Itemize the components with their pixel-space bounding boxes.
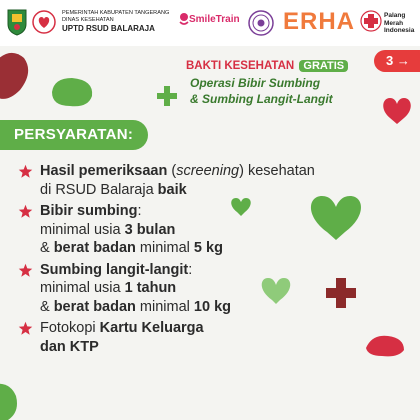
requirement-text: berat badan	[53, 240, 136, 256]
arrow-right-icon: →	[396, 53, 410, 68]
requirement-text: Fotokopi	[40, 320, 100, 336]
requirement-item	[18, 261, 378, 317]
org-line-1: PEMERINTAH KABUPATEN TANGERANG	[62, 10, 170, 16]
requirement-item	[18, 162, 378, 199]
free-badge: GRATIS	[299, 60, 348, 72]
requirement-text: &	[40, 298, 54, 315]
requirement-text: minimal usia	[40, 221, 125, 238]
requirement-text: 1 tahun	[124, 280, 177, 296]
requirement-line	[40, 162, 378, 181]
requirement-text: 10 kg	[193, 298, 231, 315]
section-banner	[0, 120, 148, 150]
requirement-line	[40, 181, 378, 200]
pmi-line-3: Indonesia	[384, 27, 415, 34]
requirement-item	[18, 202, 378, 258]
requirement-text: baik	[157, 181, 187, 198]
requirement-text: :	[188, 261, 193, 278]
smiletrain-logo: SmileTrain	[189, 14, 240, 25]
requirement-item	[18, 319, 378, 356]
page-number-tab	[374, 50, 420, 72]
requirement-line	[40, 221, 378, 240]
page-number: 3	[386, 53, 394, 68]
requirement-line	[40, 261, 378, 280]
red-blob-top-left	[0, 53, 28, 99]
requirement-text: ) kesehatan	[239, 163, 315, 179]
org-line-2: DINAS KESEHATAN	[62, 17, 114, 23]
org-line-3: UPTD RSUD BALARAJA	[62, 24, 155, 33]
requirement-line	[40, 319, 378, 338]
green-blob-bottom-left	[0, 384, 17, 420]
star-bullet-icon	[18, 164, 33, 179]
requirement-text: Kartu Keluarga	[99, 320, 204, 336]
requirement-text: di RSUD Balaraja	[40, 181, 158, 198]
green-plus-icon	[157, 86, 177, 106]
star-bullet-icon	[18, 321, 33, 336]
requirement-line	[40, 298, 378, 317]
requirement-text: :	[137, 203, 142, 219]
requirement-text: &	[40, 240, 54, 256]
requirement-text: Hasil pemeriksaan	[40, 163, 168, 179]
requirement-text: screening	[176, 163, 240, 179]
event-subtitle-1: Operasi Bibir Sumbing	[190, 76, 321, 90]
requirement-text: berat badan	[53, 298, 136, 315]
green-blob-top-left	[52, 78, 92, 106]
pmi-line-2: Merah	[384, 19, 404, 27]
requirement-line	[40, 338, 378, 357]
requirement-text: 5 kg	[193, 240, 223, 256]
star-bullet-icon	[18, 204, 33, 219]
requirements-list	[18, 162, 378, 359]
star-bullet-icon	[18, 263, 33, 278]
pmi-line-1: Palang	[384, 12, 406, 19]
section-title: PERSYARATAN:	[14, 126, 134, 143]
requirement-text: minimal usia	[40, 280, 125, 296]
requirement-line	[40, 279, 378, 298]
requirement-text: (	[167, 163, 177, 179]
requirement-text: minimal	[135, 298, 194, 315]
red-heart-right	[383, 98, 411, 124]
erha-logo: ERHA	[283, 8, 356, 35]
event-subtitle-2: & Sumbing Langit-Langit	[190, 92, 333, 106]
event-title-text: BAKTI KESEHATAN	[186, 60, 295, 72]
requirement-text: 3 bulan	[124, 221, 176, 238]
requirement-text: minimal	[135, 240, 194, 256]
requirement-text: Sumbing langit-langit	[40, 261, 189, 278]
event-title	[186, 60, 348, 72]
requirement-line	[40, 202, 378, 221]
requirement-text: Bibir sumbing	[40, 203, 138, 219]
requirement-line	[40, 239, 378, 258]
requirement-text: dan KTP	[40, 338, 99, 355]
